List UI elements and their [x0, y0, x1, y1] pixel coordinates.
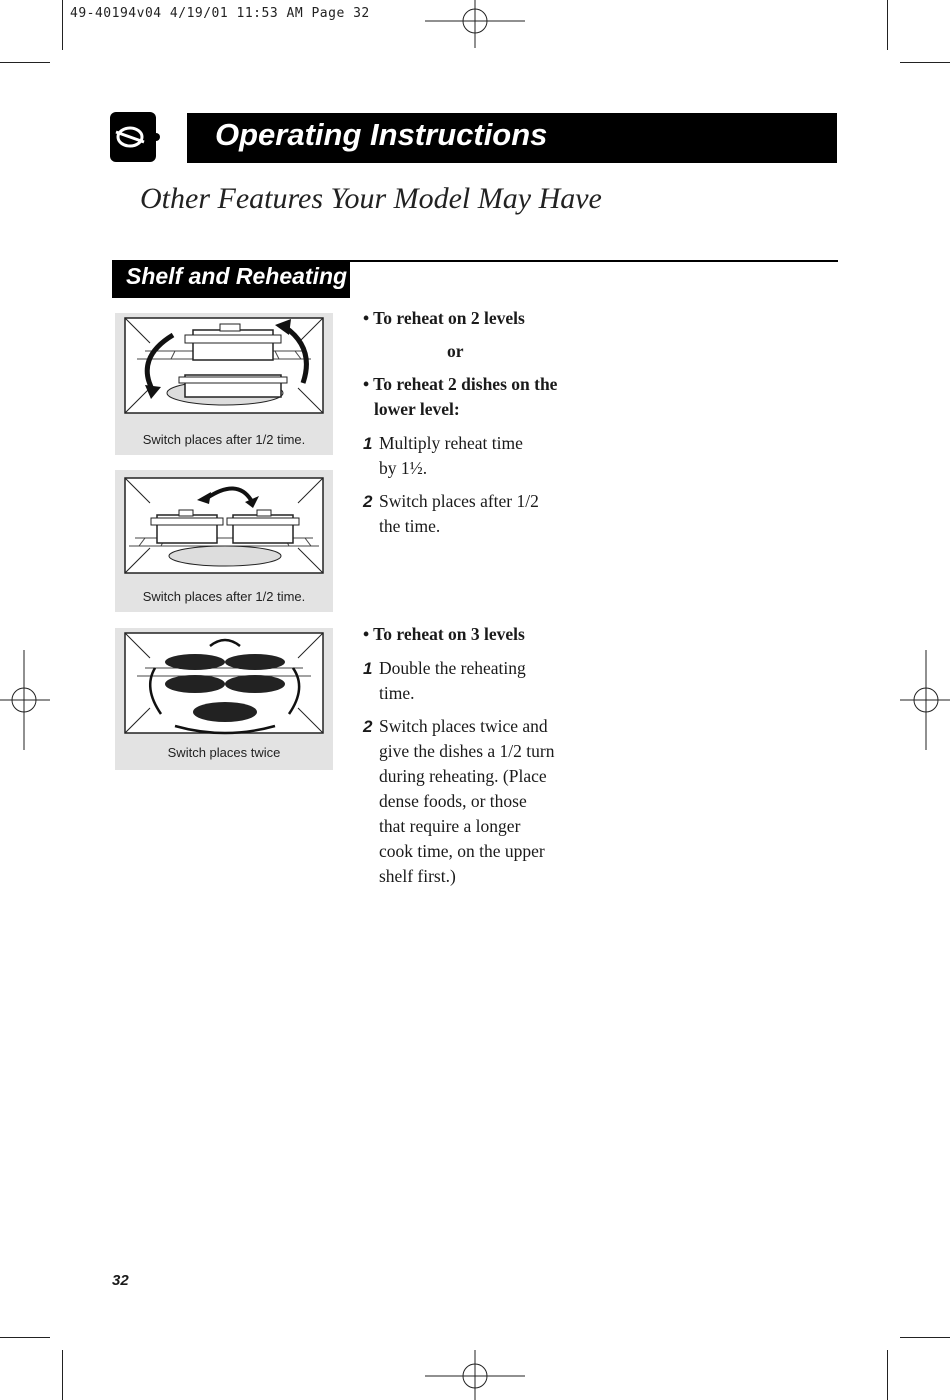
step-text: by 1½.	[379, 458, 428, 478]
page-number: 32	[112, 1272, 129, 1289]
step-text: dense foods, or those	[379, 791, 527, 811]
step-number: 2	[363, 492, 373, 511]
section-title: Shelf and Reheating	[126, 263, 348, 289]
step-text: Multiply reheat time	[379, 433, 523, 453]
step-number: 1	[363, 659, 373, 678]
step-text: the time.	[379, 516, 441, 536]
step-number: 1	[363, 434, 373, 453]
step-text: Switch places after 1/2	[379, 491, 539, 511]
registration-mark-top	[420, 0, 530, 52]
figure-two-dishes	[115, 470, 333, 612]
registration-mark-bottom	[420, 1350, 530, 1400]
section-rule	[350, 260, 838, 262]
or-connector: or	[447, 341, 464, 361]
step-text: during reheating. (Place	[379, 766, 547, 786]
figure-caption: Switch places twice	[167, 745, 281, 760]
registration-mark-right	[898, 650, 950, 750]
page-subtitle: Other Features Your Model May Have	[140, 182, 602, 215]
step-text: give the dishes a 1/2 turn	[379, 741, 555, 761]
registration-mark-left	[0, 650, 52, 750]
bullet-reheat-two-dishes: • To reheat 2 dishes on the	[363, 374, 558, 394]
figure-caption: Switch places after 1/2 time.	[142, 589, 306, 604]
step-text: shelf first.)	[379, 866, 456, 886]
step-text: cook time, on the upper	[379, 841, 545, 861]
print-slug-line: 49-40194v04 4/19/01 11:53 AM Page 32	[70, 6, 370, 21]
figure-three-levels	[115, 628, 333, 770]
step-text: Double the reheating	[379, 658, 526, 678]
figure-caption: Switch places after 1/2 time.	[142, 432, 306, 447]
bullet-reheat-three-levels: • To reheat on 3 levels	[363, 624, 525, 644]
step-number: 2	[363, 717, 373, 736]
bullet-reheat-two-levels: • To reheat on 2 levels	[363, 308, 525, 328]
step-text: that require a longer	[379, 816, 521, 836]
page-title: Operating Instructions	[215, 117, 548, 152]
step-text: Switch places twice and	[379, 716, 548, 736]
step-text: time.	[379, 683, 415, 703]
bullet-reheat-two-dishes-cont: lower level:	[374, 399, 460, 419]
figure-two-levels	[115, 313, 333, 455]
microwave-plug-icon	[110, 112, 160, 162]
